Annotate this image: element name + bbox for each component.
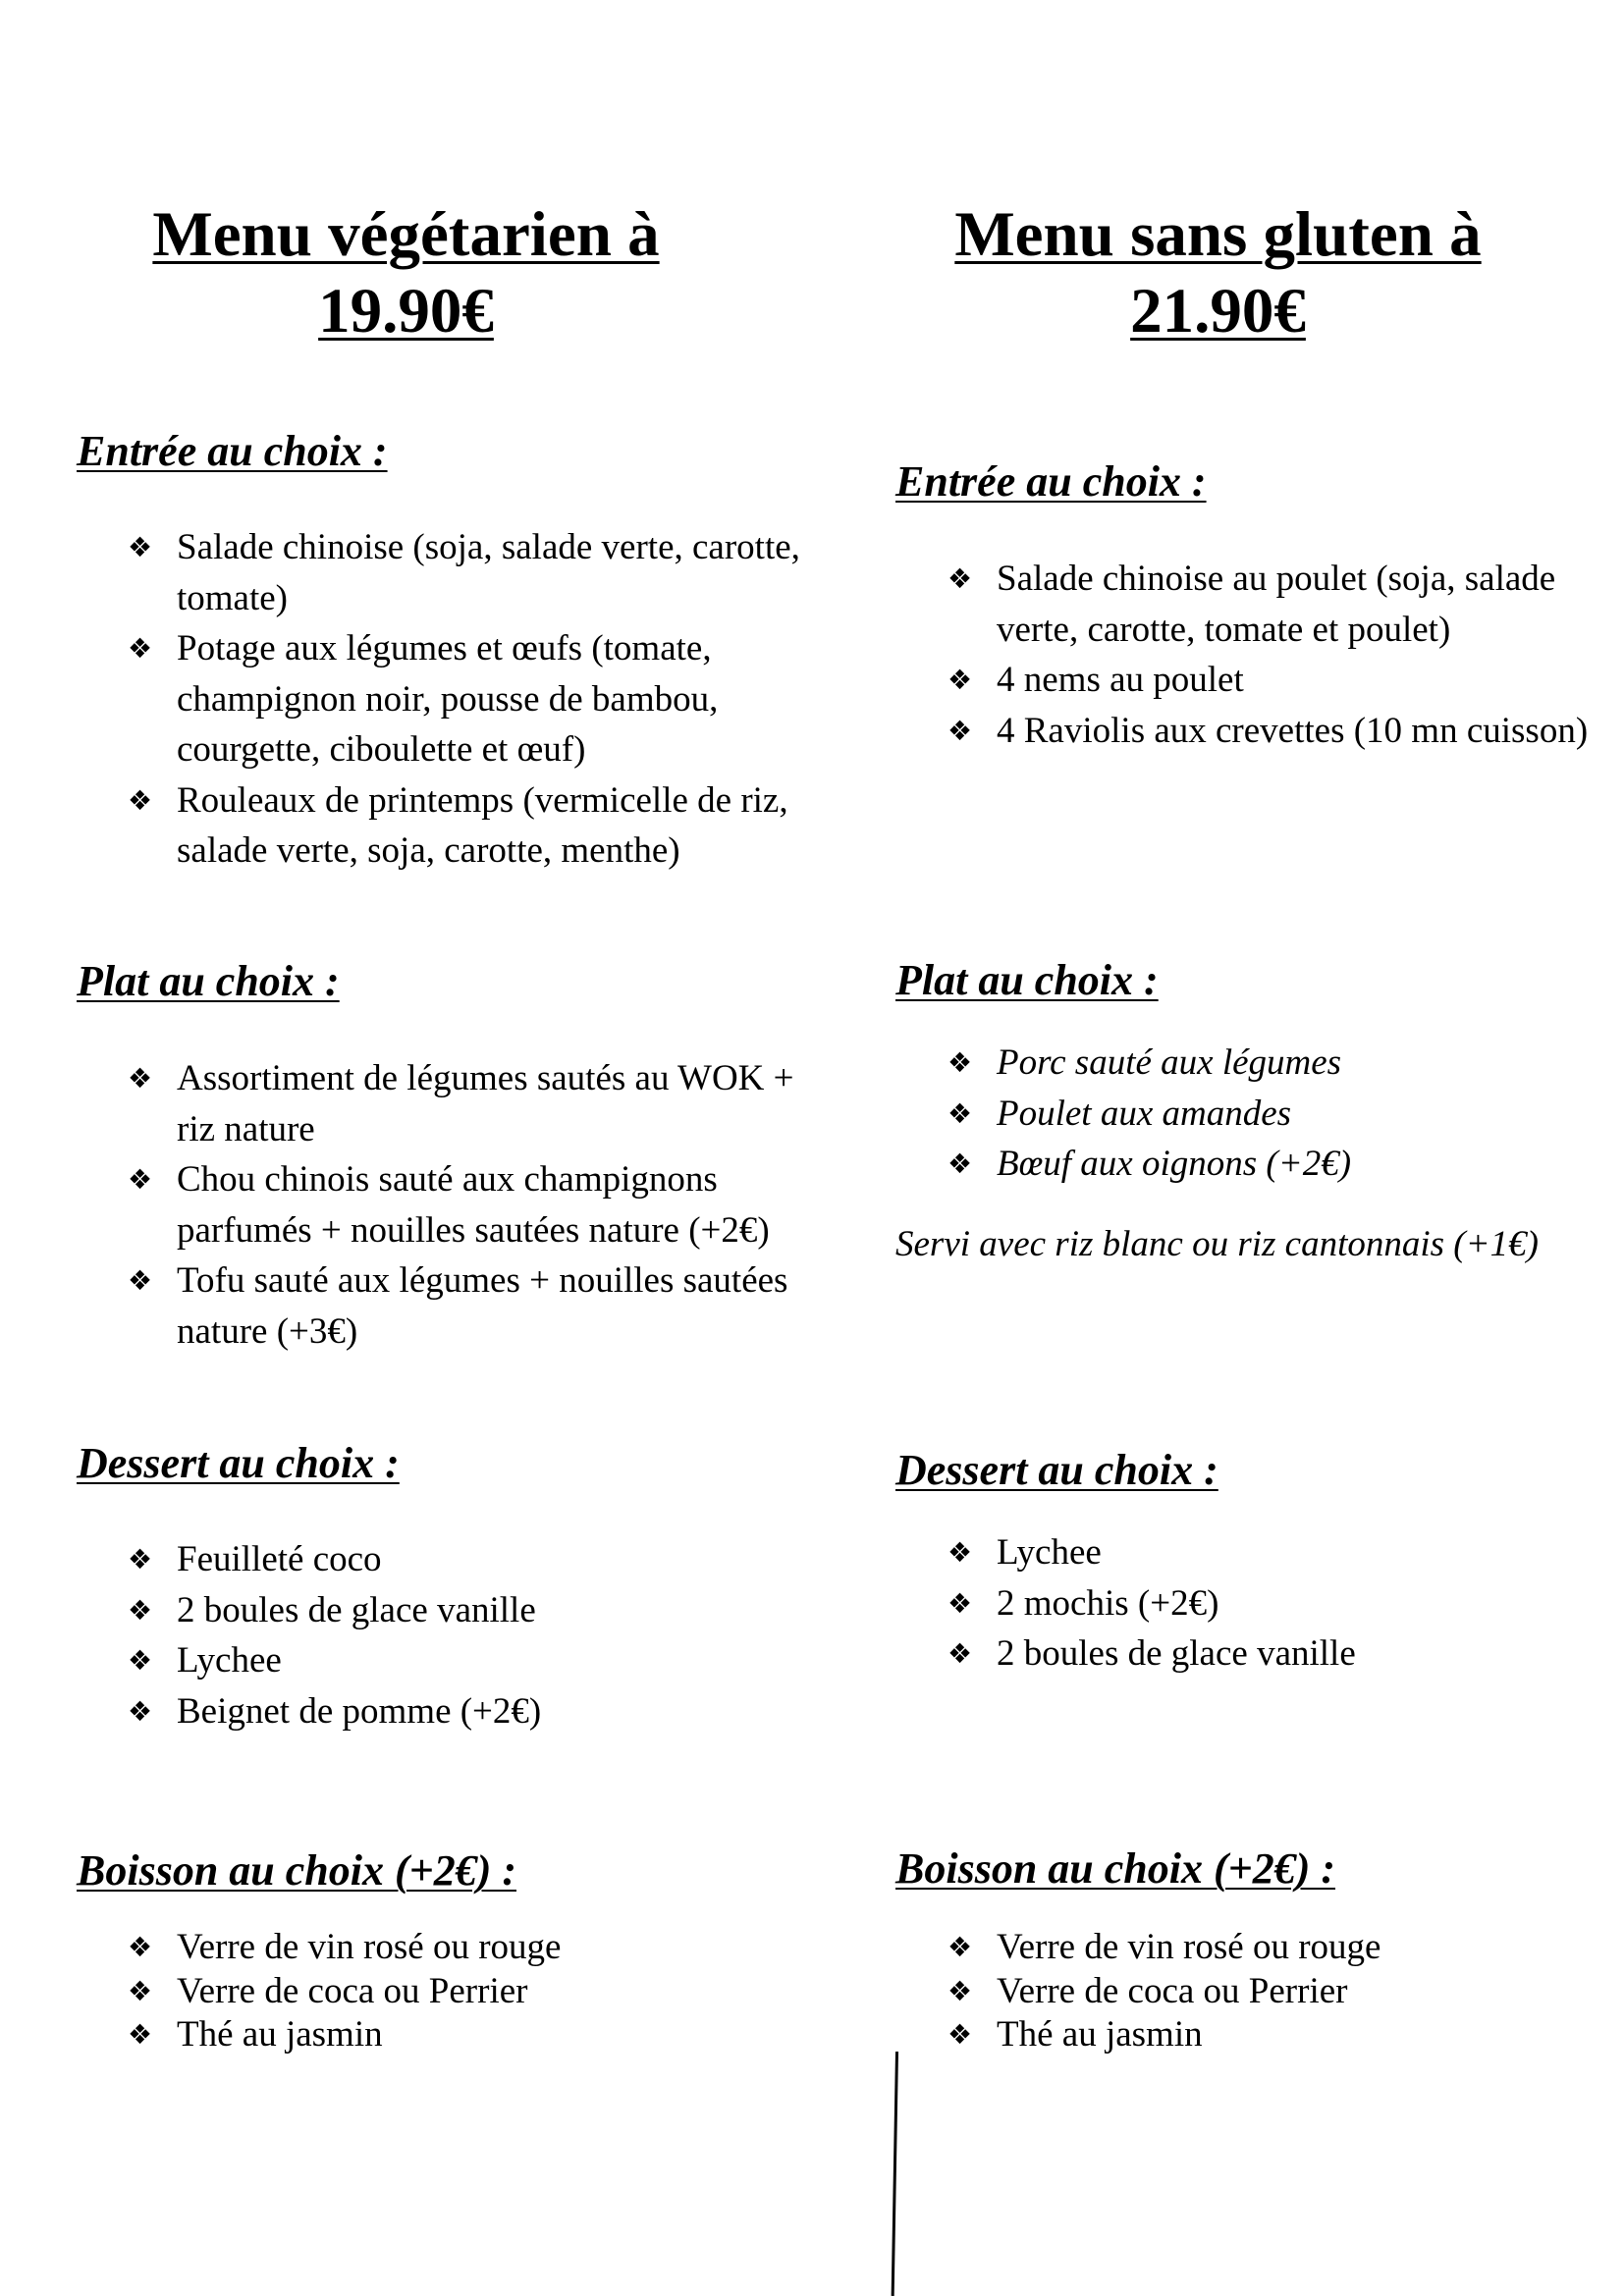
diamond-bullet-icon: ❖ bbox=[128, 1543, 153, 1575]
dessert-list bbox=[947, 1527, 1624, 1680]
diamond-bullet-icon: ❖ bbox=[128, 1694, 153, 1728]
section-heading-plat: Plat au choix : bbox=[77, 957, 340, 1005]
diamond-bullet-icon: ❖ bbox=[947, 1974, 973, 2007]
diamond-bullet-icon: ❖ bbox=[128, 632, 153, 665]
list-item: ❖ 2 boules de glace vanille bbox=[947, 1629, 1624, 1680]
diamond-bullet-icon: ❖ bbox=[128, 2018, 153, 2051]
section-heading-dessert: Dessert au choix : bbox=[895, 1446, 1218, 1494]
list-item: ❖ Beignet de pomme (+2€) bbox=[128, 1686, 805, 1737]
boisson-list bbox=[128, 1926, 805, 2057]
list-item: ❖ Assortiment de légumes sautés au WOK + riz nature bbox=[128, 1053, 805, 1154]
menu-title bbox=[0, 196, 812, 349]
entree-list bbox=[128, 522, 805, 877]
diamond-bullet-icon: ❖ bbox=[947, 1536, 973, 1569]
section-heading-boisson: Boisson au choix (+2€) : bbox=[77, 1846, 517, 1895]
diamond-bullet-icon: ❖ bbox=[128, 1593, 153, 1627]
list-item: ❖ Verre de coca ou Perrier bbox=[947, 1970, 1624, 2014]
entree-list bbox=[947, 554, 1624, 756]
diamond-bullet-icon: ❖ bbox=[947, 562, 973, 595]
diamond-bullet-icon: ❖ bbox=[128, 1974, 153, 2007]
list-item: ❖ Bœuf aux oignons (+2€) bbox=[947, 1139, 1624, 1190]
section-heading-plat: Plat au choix : bbox=[895, 956, 1159, 1004]
menu-title bbox=[812, 196, 1624, 349]
list-item: ❖ Feuilleté coco bbox=[128, 1534, 805, 1585]
list-item: ❖ 2 mochis (+2€) bbox=[947, 1578, 1624, 1629]
plat-list bbox=[947, 1038, 1624, 1190]
list-item: ❖ 2 boules de glace vanille bbox=[128, 1585, 805, 1636]
section-heading-boisson: Boisson au choix (+2€) : bbox=[895, 1844, 1336, 1893]
diamond-bullet-icon: ❖ bbox=[947, 664, 973, 696]
diamond-bullet-icon: ❖ bbox=[128, 1062, 153, 1095]
list-item: ❖ Potage aux légumes et œufs (tomate, champignon noir, pousse de bambou, courgette, ciboulette et œuf) bbox=[128, 623, 805, 775]
list-item: ❖ Salade chinoise (soja, salade verte, carotte, tomate) bbox=[128, 522, 805, 623]
diamond-bullet-icon: ❖ bbox=[947, 1046, 973, 1079]
divider-line bbox=[892, 2052, 898, 2296]
diamond-bullet-icon: ❖ bbox=[128, 1264, 153, 1297]
boisson-list bbox=[947, 1926, 1624, 2057]
diamond-bullet-icon: ❖ bbox=[947, 1637, 973, 1670]
section-heading-entree: Entrée au choix : bbox=[77, 427, 388, 475]
menu-title-line1: Menu végétarien à bbox=[152, 199, 660, 270]
list-item: ❖ Salade chinoise au poulet (soja, salade verte, carotte, tomate et poulet) bbox=[947, 554, 1624, 655]
menu-price: 19.90€ bbox=[318, 276, 494, 347]
diamond-bullet-icon: ❖ bbox=[128, 1644, 153, 1677]
list-item: ❖ Lychee bbox=[128, 1635, 805, 1686]
section-heading-entree: Entrée au choix : bbox=[895, 457, 1207, 506]
diamond-bullet-icon: ❖ bbox=[128, 1931, 153, 1963]
diamond-bullet-icon: ❖ bbox=[128, 1163, 153, 1196]
dessert-list bbox=[128, 1534, 805, 1736]
list-item: ❖ Chou chinois sauté aux champignons parfumés + nouilles sautées nature (+2€) bbox=[128, 1154, 805, 1255]
plat-side-note: Servi avec riz blanc ou riz cantonnais (+1€) bbox=[895, 1224, 1539, 1264]
diamond-bullet-icon: ❖ bbox=[128, 783, 153, 817]
list-item: ❖ Verre de vin rosé ou rouge bbox=[947, 1926, 1624, 1970]
diamond-bullet-icon: ❖ bbox=[128, 531, 153, 563]
diamond-bullet-icon: ❖ bbox=[947, 1148, 973, 1180]
list-item: ❖ Thé au jasmin bbox=[128, 2013, 805, 2057]
diamond-bullet-icon: ❖ bbox=[947, 714, 973, 747]
diamond-bullet-icon: ❖ bbox=[947, 2018, 973, 2051]
menu-title-line1: Menu sans gluten à bbox=[954, 199, 1482, 270]
list-item: ❖ Thé au jasmin bbox=[947, 2013, 1624, 2057]
list-item: ❖ Tofu sauté aux légumes + nouilles sautées nature (+3€) bbox=[128, 1255, 805, 1357]
list-item: ❖ Verre de vin rosé ou rouge bbox=[128, 1926, 805, 1970]
list-item: ❖ 4 nems au poulet bbox=[947, 655, 1624, 706]
list-item: ❖ Porc sauté aux légumes bbox=[947, 1038, 1624, 1089]
plat-list bbox=[128, 1053, 805, 1357]
list-item: ❖ 4 Raviolis aux crevettes (10 mn cuisson) bbox=[947, 706, 1624, 757]
list-item: ❖ Verre de coca ou Perrier bbox=[128, 1970, 805, 2014]
diamond-bullet-icon: ❖ bbox=[947, 1096, 973, 1130]
list-item: ❖ Poulet aux amandes bbox=[947, 1089, 1624, 1140]
list-item: ❖ Rouleaux de printemps (vermicelle de riz, salade verte, soja, carotte, menthe) bbox=[128, 775, 805, 877]
diamond-bullet-icon: ❖ bbox=[947, 1931, 973, 1963]
list-item: ❖ Lychee bbox=[947, 1527, 1624, 1578]
menu-price: 21.90€ bbox=[1130, 276, 1306, 347]
section-heading-dessert: Dessert au choix : bbox=[77, 1439, 400, 1487]
diamond-bullet-icon: ❖ bbox=[947, 1586, 973, 1620]
